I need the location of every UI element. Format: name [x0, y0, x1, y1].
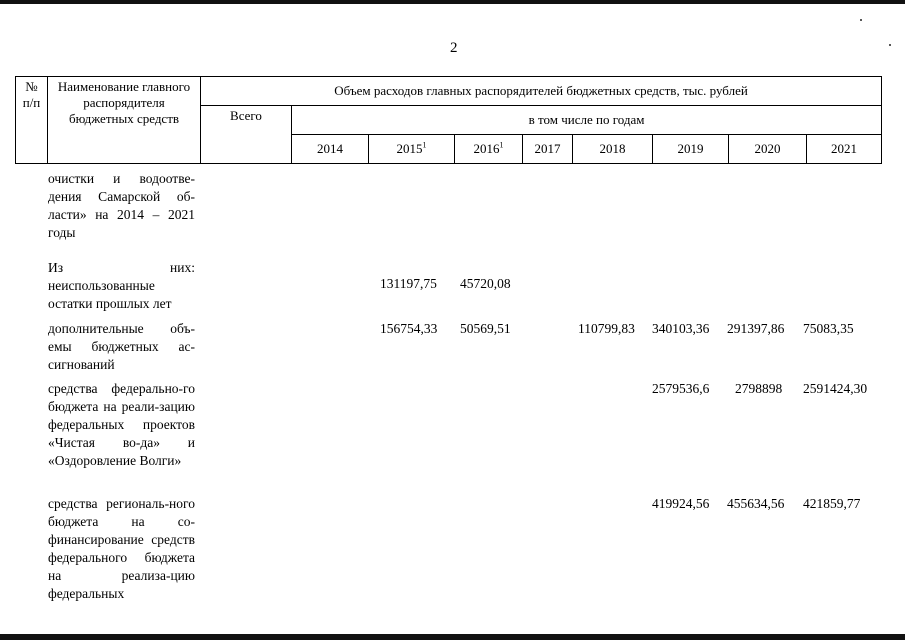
- value-cell: 419924,56: [652, 496, 710, 511]
- scan-border-top: [0, 0, 905, 4]
- value-cell: 2579536,6: [652, 381, 710, 396]
- page-number: 2: [450, 40, 458, 56]
- budget-table-header: [15, 76, 882, 164]
- by-years-header: в том числе по годам: [292, 106, 882, 135]
- value-cell: 2798898: [735, 381, 783, 396]
- scan-border-bottom: [0, 634, 905, 640]
- row-label: Из них: неиспользованные остатки прошлых лет: [48, 260, 195, 311]
- name-header: Наименование главного распорядителя бюджетных средств: [48, 77, 201, 164]
- value-cell: 131197,75: [380, 276, 437, 291]
- num-header: № п/п: [16, 77, 48, 164]
- value-cell: 291397,86: [727, 321, 785, 336]
- year-header: 2018: [573, 135, 653, 164]
- value-cell: 45720,08: [460, 276, 511, 291]
- year-header: 2017: [523, 135, 573, 164]
- value-cell: 340103,36: [652, 321, 710, 336]
- value-cell: 2591424,30: [803, 381, 868, 396]
- row-label: дополнительные объ-емы бюджетных ас-сигнований: [48, 321, 195, 372]
- year-header: 2015$^1$: [369, 135, 455, 164]
- value-cell: 421859,77: [803, 496, 861, 511]
- total-header: Всего: [201, 106, 292, 164]
- row-label: очистки и водоотве-дения Самарской об-ласти» на 2014 – 2021 годы: [48, 171, 195, 240]
- value-cell: 75083,35: [803, 321, 854, 336]
- row-label: средства региональ-ного бюджета на со-финансирование средств федерального бюджета на реализа-цию федеральных: [48, 496, 195, 601]
- scan-speck: [889, 44, 891, 46]
- scan-speck: [860, 19, 862, 21]
- year-header: 2020: [729, 135, 807, 164]
- value-cell: 156754,33: [380, 321, 438, 336]
- row-label: средства федерально-го бюджета на реали-зацию федеральных проектов «Чистая во-да» и «Оздоровление Волги»: [48, 381, 195, 468]
- year-header: 2016$^1$: [455, 135, 523, 164]
- value-cell: 50569,51: [460, 321, 511, 336]
- volume-header: Объем расходов главных распорядителей бюджетных средств, тыс. рублей: [201, 77, 882, 106]
- value-cell: 110799,83: [578, 321, 635, 336]
- year-header: 2021: [807, 135, 882, 164]
- year-header: 2014: [292, 135, 369, 164]
- value-cell: 455634,56: [727, 496, 785, 511]
- year-header: 2019: [653, 135, 729, 164]
